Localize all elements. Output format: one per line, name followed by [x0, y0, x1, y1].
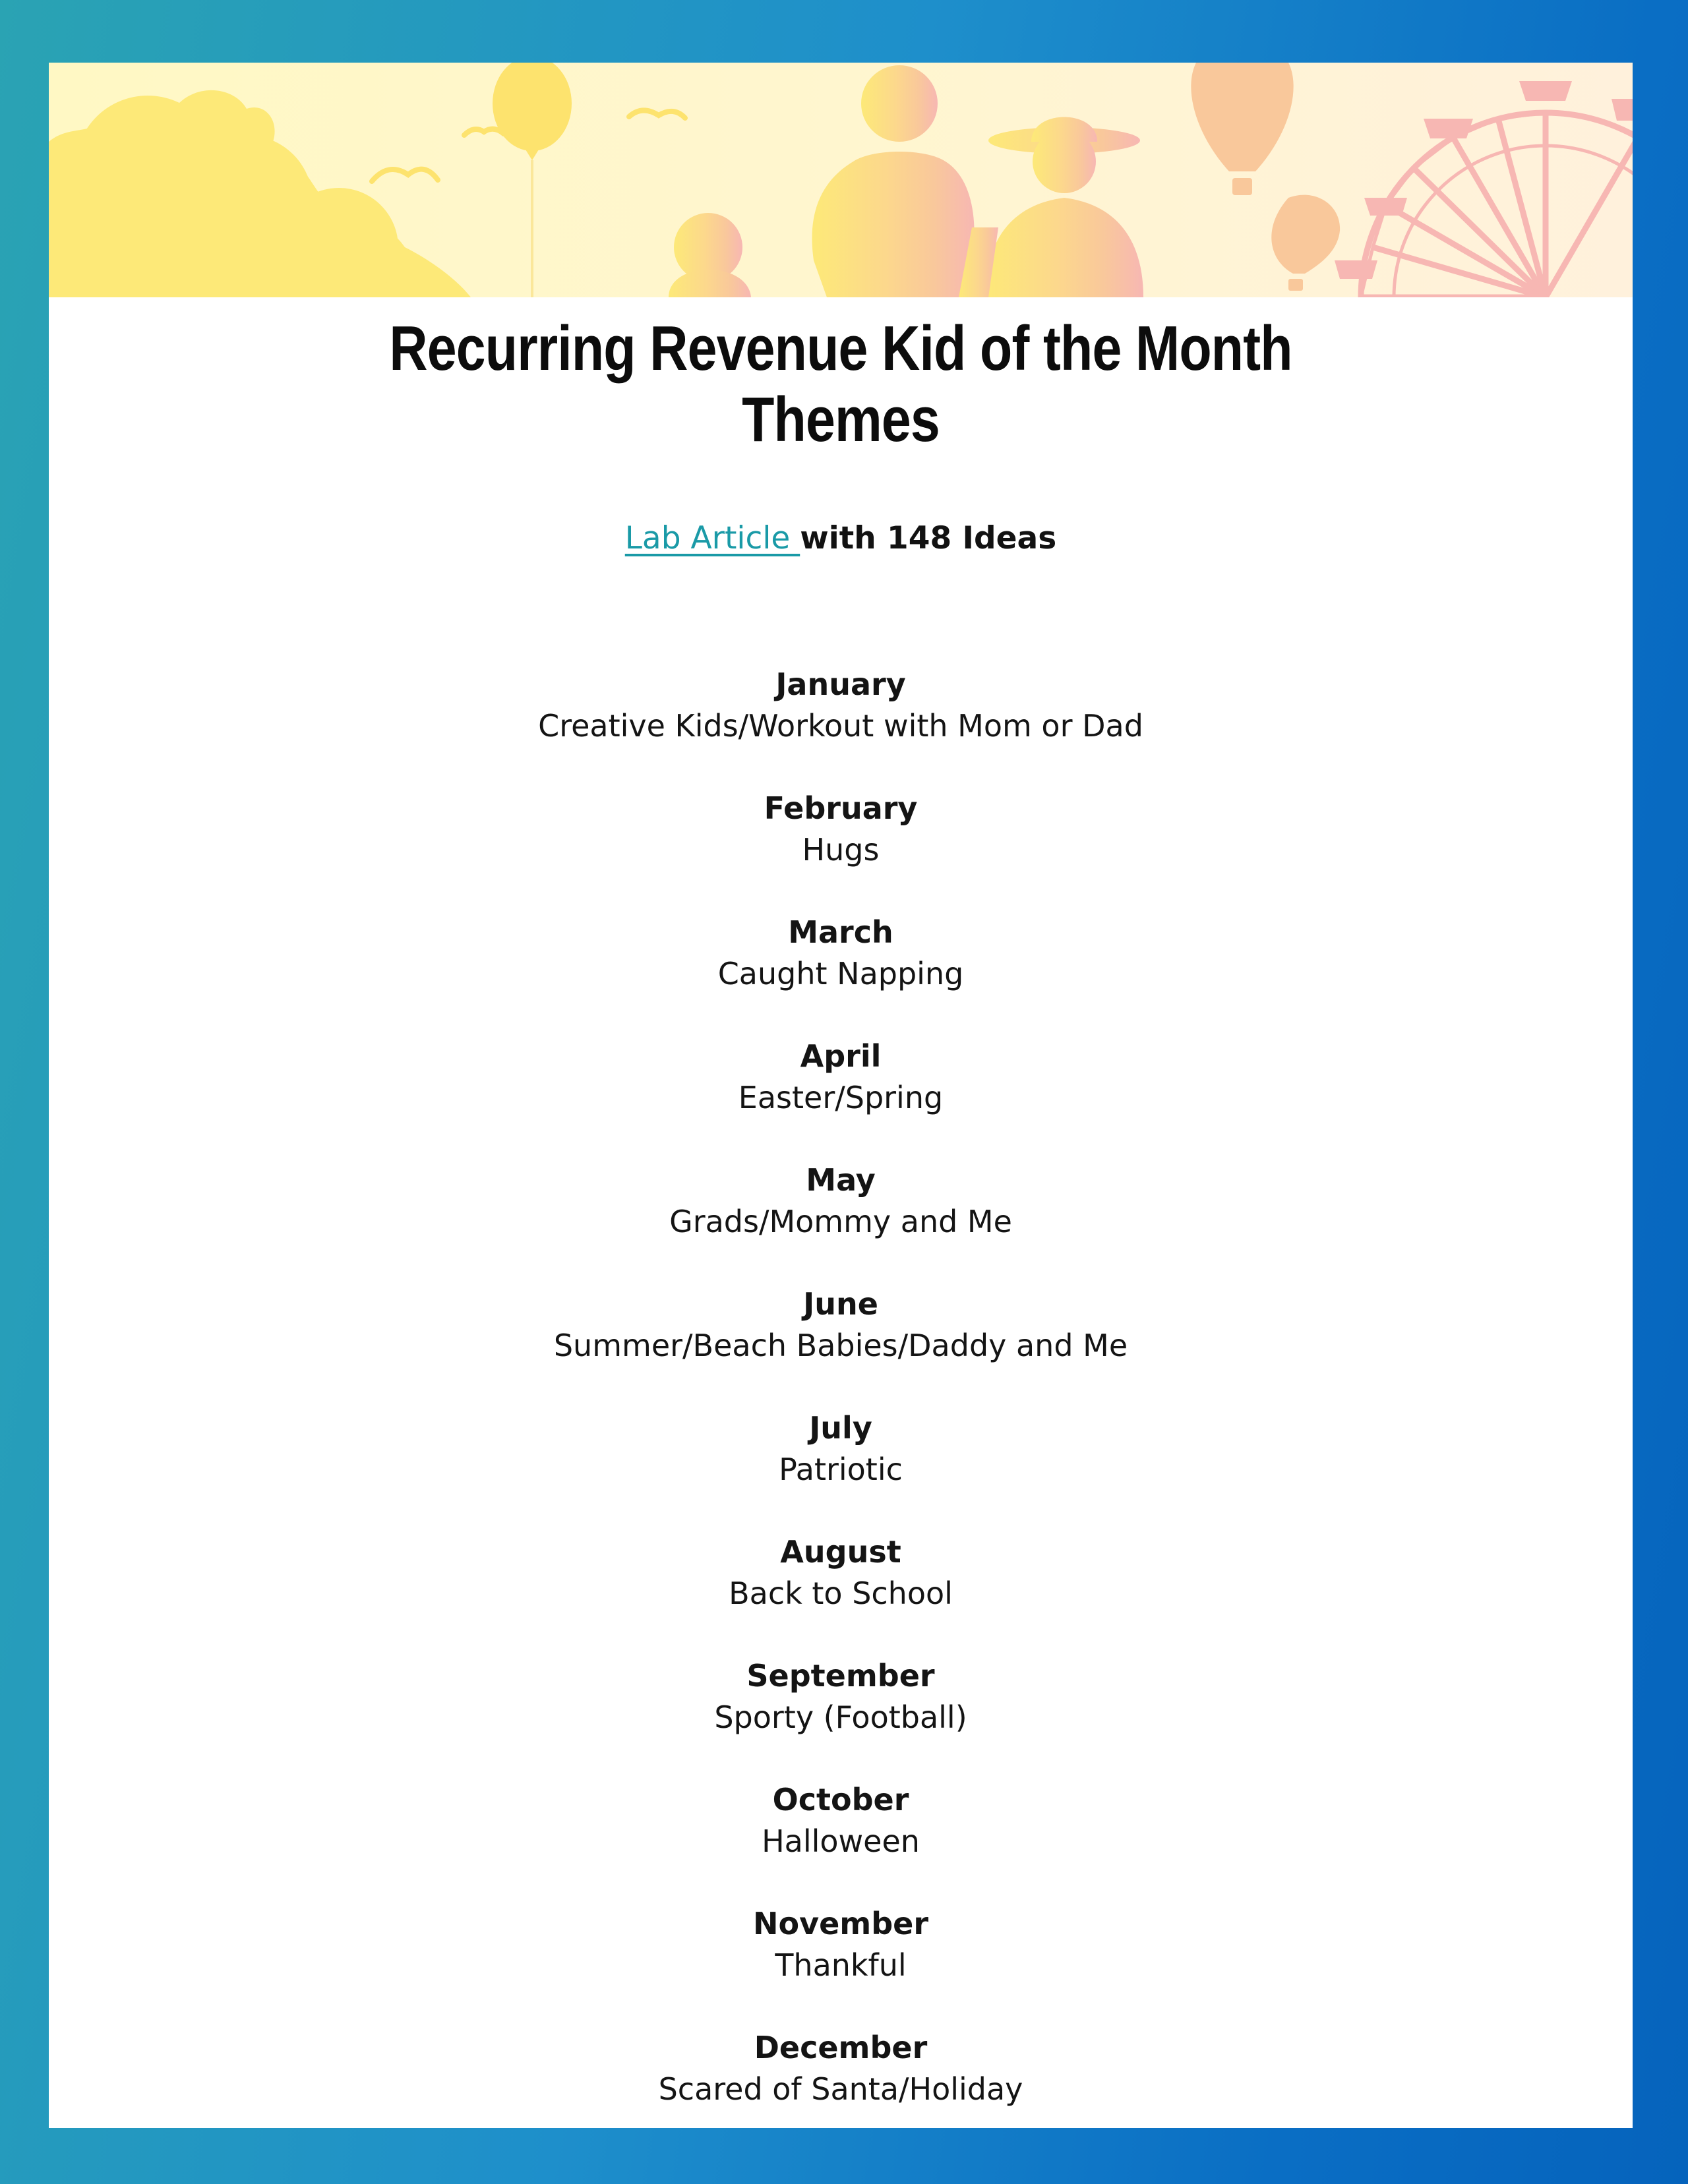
month-name: May [806, 1162, 876, 1198]
month-theme: Hugs [802, 832, 880, 868]
month-theme: Easter/Spring [738, 1080, 944, 1115]
month-theme: Creative Kids/Workout with Mom or Dad [538, 708, 1143, 744]
month-name: February [764, 790, 918, 826]
month-item-september [49, 1655, 1633, 1779]
month-name: March [788, 914, 893, 950]
month-name: August [780, 1534, 901, 1570]
month-item-january [49, 664, 1633, 788]
intro-line [49, 519, 1633, 558]
month-name: November [752, 1906, 929, 1941]
title-line-2: Themes [742, 384, 940, 455]
month-item-august [49, 1531, 1633, 1655]
month-item-july [49, 1407, 1633, 1531]
month-name: October [772, 1782, 909, 1817]
month-theme: Sporty (Football) [714, 1699, 967, 1735]
month-item-february [49, 788, 1633, 912]
month-name: September [746, 1658, 935, 1694]
fair-banner [49, 63, 1633, 297]
month-item-may [49, 1160, 1633, 1284]
month-item-november [49, 1903, 1633, 2027]
title-line-1: Recurring Revenue Kid of the Month [389, 313, 1292, 384]
month-theme: Caught Napping [717, 956, 964, 991]
month-item-october [49, 1779, 1633, 1903]
month-name: April [800, 1038, 882, 1074]
month-theme: Patriotic [779, 1452, 903, 1487]
month-name: June [803, 1286, 878, 1322]
month-theme: Thankful [775, 1947, 907, 1983]
month-item-march [49, 912, 1633, 1036]
month-name: January [775, 666, 906, 702]
month-name: December [754, 2030, 928, 2065]
lab-article-link[interactable]: Lab Article [624, 520, 800, 556]
month-item-december [49, 2027, 1633, 2128]
month-item-april [49, 1036, 1633, 1160]
month-name: July [809, 1410, 872, 1446]
month-theme-list [49, 664, 1633, 2128]
month-item-june [49, 1284, 1633, 1407]
document-page [49, 63, 1633, 2128]
month-theme: Summer/Beach Babies/Daddy and Me [553, 1328, 1128, 1363]
month-theme: Back to School [729, 1576, 953, 1611]
month-theme: Grads/Mommy and Me [669, 1204, 1012, 1239]
page-title [175, 313, 1506, 456]
month-theme: Halloween [762, 1823, 920, 1859]
intro-text: with 148 Ideas [800, 520, 1057, 556]
month-theme: Scared of Santa/Holiday [658, 2071, 1023, 2107]
